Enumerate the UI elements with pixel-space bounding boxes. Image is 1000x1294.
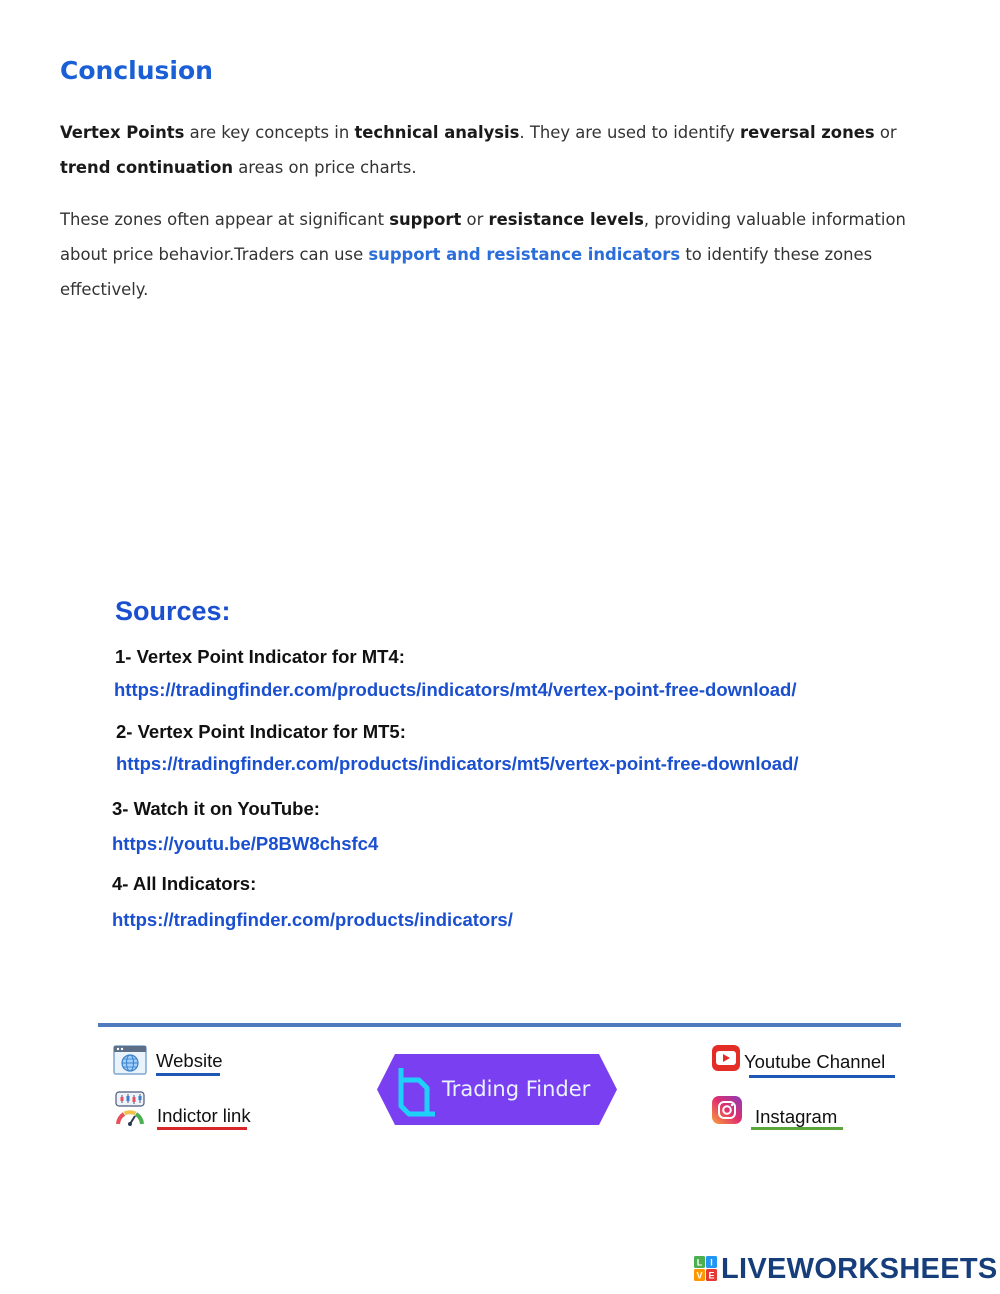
globe-browser-icon [113,1045,147,1079]
gauge-chart-icon [114,1091,148,1131]
sources-title: Sources: [115,596,231,626]
page-title: Conclusion [60,56,213,85]
logo-text: Trading Finder [442,1077,591,1101]
term-reversal-zones: reversal zones [740,123,875,142]
text-span: These zones often appear at significant [60,210,390,229]
source-label-youtube: 3- Watch it on YouTube: [112,798,320,819]
source-link-mt4[interactable]: https://tradingfinder.com/products/indicators/mt4/vertex-point-free-download/ [114,679,797,700]
instagram-icon [711,1095,743,1129]
indicator-link-label: Indictor link [157,1105,251,1126]
conclusion-paragraph-2 [60,202,950,307]
source-label-mt4: 1- Vertex Point Indicator for MT4: [115,646,405,667]
text-span: to identify these zones effectively. [60,245,873,299]
text-span: or [461,210,489,229]
liveworksheets-logo-icon [694,1256,718,1282]
website-label: Website [156,1050,223,1071]
logo-letter: L [696,1257,703,1268]
instagram-underline [751,1127,843,1130]
logo-letter: V [696,1270,703,1281]
liveworksheets-brand [694,1253,998,1285]
indicator-link-underline [157,1127,247,1130]
term-resistance-levels: resistance levels [488,210,644,229]
instagram-label: Instagram [755,1106,838,1127]
term-technical-analysis: technical analysis [354,123,520,142]
term-trend-continuation: trend continuation [60,158,234,177]
logo-letter: I [710,1257,713,1268]
source-link-all-indicators[interactable]: https://tradingfinder.com/products/indicators/ [112,909,513,930]
youtube-icon [711,1044,741,1076]
conclusion-paragraph-1 [60,115,950,185]
term-vertex-points: Vertex Points [60,123,185,142]
support-resistance-indicators-link[interactable]: support and resistance indicators [368,245,681,264]
liveworksheets-text: LIVEWORKSHEETS [721,1252,998,1285]
text-span: areas on price charts. [233,158,417,177]
text-span: are key concepts in [184,123,355,142]
footer-divider [98,1023,901,1027]
text-span: , providing valuable information about price behavior.Traders can use [60,210,906,264]
source-label-all-indicators: 4- All Indicators: [112,873,257,894]
source-label-mt5: 2- Vertex Point Indicator for MT5: [116,721,406,742]
text-span: or [874,123,897,142]
text-span: . They are used to identify [519,123,741,142]
youtube-channel-underline [749,1075,895,1078]
youtube-channel-label: Youtube Channel [744,1051,886,1072]
source-link-mt5[interactable]: https://tradingfinder.com/products/indicators/mt5/vertex-point-free-download/ [116,753,799,774]
source-link-youtube[interactable]: https://youtu.be/P8BW8chsfc4 [112,833,379,854]
term-support: support [389,210,462,229]
logo-letter: E [708,1270,715,1281]
website-underline [156,1073,220,1076]
